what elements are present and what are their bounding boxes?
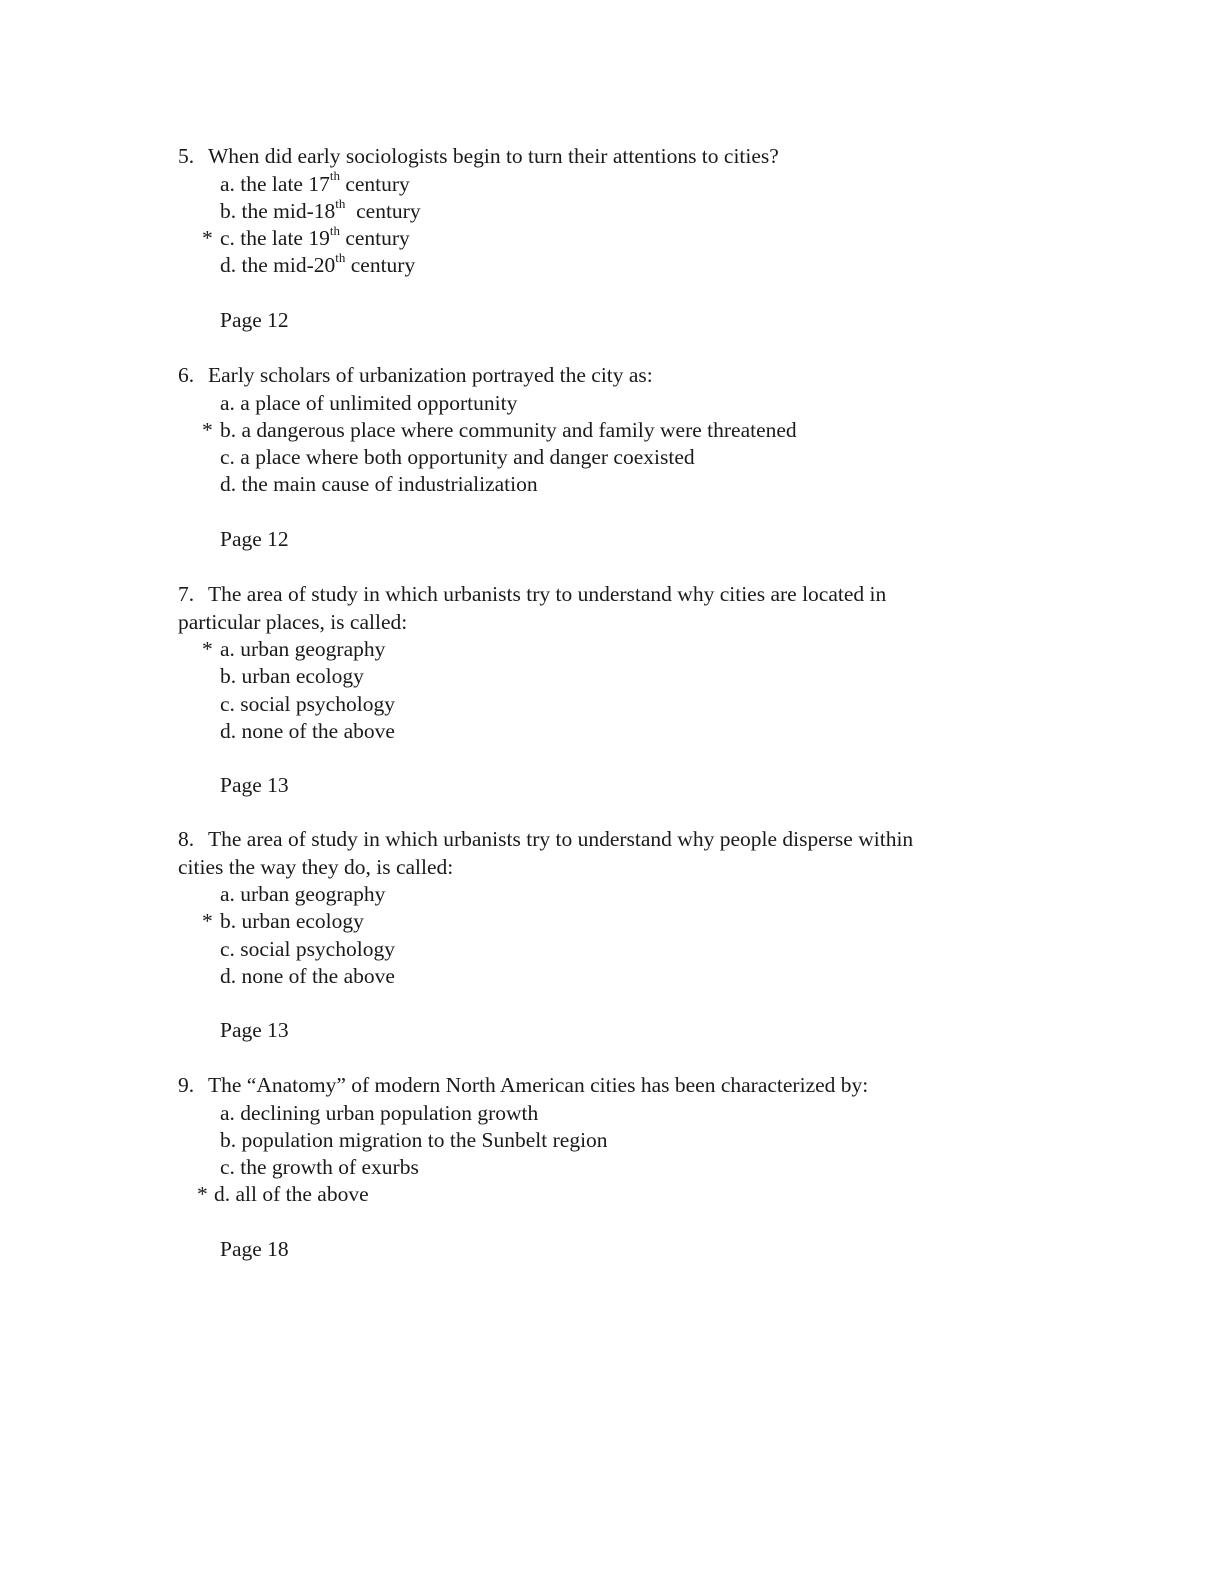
option-text: b. the mid-18 bbox=[220, 198, 336, 223]
option-text-end: century bbox=[345, 198, 421, 223]
answer-option-b bbox=[178, 663, 1018, 690]
answer-option-c bbox=[178, 444, 1018, 471]
correct-answer-marker: * bbox=[202, 226, 213, 251]
question-9 bbox=[178, 1072, 1018, 1263]
option-text: c. the growth of exurbs bbox=[220, 1155, 419, 1180]
question-number: 8. bbox=[178, 827, 195, 851]
answer-option-d bbox=[178, 1181, 1018, 1208]
question-number: 7. bbox=[178, 582, 195, 606]
option-text: d. the mid-20 bbox=[220, 253, 336, 278]
option-text-end: century bbox=[339, 226, 410, 251]
option-text: a. a place of unlimited opportunity bbox=[220, 390, 518, 415]
correct-answer-marker: * bbox=[202, 417, 213, 442]
question-text-line-1: The area of study in which urbanists try to understand why cities are located in bbox=[208, 582, 887, 606]
option-text: b. population migration to the Sunbelt region bbox=[220, 1127, 608, 1152]
option-text: d. the main cause of industrialization bbox=[220, 472, 538, 497]
question-text: Early scholars of urbanization portrayed the city as: bbox=[208, 363, 653, 387]
question-stem bbox=[178, 826, 1018, 854]
option-text: a. declining urban population growth bbox=[220, 1100, 539, 1125]
question-text-line-2: particular places, is called: bbox=[178, 609, 408, 634]
ordinal-suffix: th bbox=[335, 195, 346, 211]
answer-option-c bbox=[178, 691, 1018, 718]
option-text: d. all of the above bbox=[214, 1182, 369, 1207]
question-number: 6. bbox=[178, 363, 195, 387]
page-reference: Page 18 bbox=[220, 1236, 289, 1261]
question-text: The “Anatomy” of modern North American cities has been characterized by: bbox=[208, 1073, 869, 1097]
question-stem-continued bbox=[178, 854, 1018, 882]
answer-option-b bbox=[178, 908, 1018, 935]
page-reference: Page 12 bbox=[220, 307, 289, 332]
option-text: a. urban geography bbox=[220, 882, 386, 906]
option-text: c. social psychology bbox=[220, 691, 395, 716]
answer-option-d bbox=[178, 252, 1018, 279]
option-text: a. the late 17 bbox=[220, 171, 330, 196]
option-text: b. a dangerous place where community and family were threatened bbox=[220, 417, 797, 442]
correct-answer-marker: * bbox=[202, 909, 213, 934]
question-stem bbox=[178, 143, 1018, 171]
correct-answer-marker: * bbox=[197, 1182, 208, 1207]
ordinal-suffix: th bbox=[335, 250, 346, 266]
question-8 bbox=[178, 826, 1018, 1044]
option-text: d. none of the above bbox=[220, 963, 395, 988]
option-text: b. urban ecology bbox=[220, 909, 364, 934]
question-stem-continued bbox=[178, 609, 1018, 637]
option-text: b. urban ecology bbox=[220, 664, 364, 689]
answer-option-b bbox=[178, 195, 1018, 225]
answer-options bbox=[178, 390, 1018, 499]
question-number: 5. bbox=[178, 144, 195, 168]
option-text-end: century bbox=[345, 253, 416, 278]
answer-option-a bbox=[178, 1100, 1018, 1127]
option-text: c. a place where both opportunity and danger coexisted bbox=[220, 445, 695, 470]
ordinal-suffix: th bbox=[329, 168, 340, 184]
question-number: 9. bbox=[178, 1073, 195, 1097]
answer-options bbox=[178, 168, 1018, 280]
question-stem bbox=[178, 1072, 1018, 1100]
question-5 bbox=[178, 143, 1018, 334]
answer-option-c bbox=[178, 1154, 1018, 1181]
answer-option-d bbox=[178, 718, 1018, 745]
page-reference: Page 13 bbox=[220, 1018, 289, 1043]
page-reference: Page 12 bbox=[220, 526, 289, 551]
answer-option-a bbox=[178, 168, 1018, 198]
answer-options bbox=[178, 881, 1018, 990]
answer-option-c bbox=[178, 222, 1018, 252]
answer-option-b bbox=[178, 417, 1018, 444]
answer-options bbox=[178, 1100, 1018, 1209]
ordinal-suffix: th bbox=[329, 222, 340, 238]
question-text-line-2: cities the way they do, is called: bbox=[178, 854, 454, 879]
option-text: c. the late 19 bbox=[220, 226, 330, 251]
answer-option-c bbox=[178, 936, 1018, 963]
answer-option-d bbox=[178, 963, 1018, 990]
question-stem bbox=[178, 581, 1018, 609]
answer-option-a bbox=[178, 636, 1018, 663]
page-reference: Page 13 bbox=[220, 773, 289, 798]
option-text-end: century bbox=[339, 171, 410, 196]
answer-option-d bbox=[178, 471, 1018, 498]
question-stem bbox=[178, 362, 1018, 390]
question-text-line-1: The area of study in which urbanists try to understand why people disperse within bbox=[208, 827, 914, 851]
question-7 bbox=[178, 581, 1018, 799]
question-6 bbox=[178, 362, 1018, 553]
option-text: c. social psychology bbox=[220, 936, 395, 961]
answer-option-a bbox=[178, 881, 1018, 908]
option-text: d. none of the above bbox=[220, 718, 395, 743]
answer-option-b bbox=[178, 1127, 1018, 1154]
option-text: a. urban geography bbox=[220, 637, 386, 661]
answer-options bbox=[178, 636, 1018, 745]
correct-answer-marker: * bbox=[202, 637, 213, 661]
question-text: When did early sociologists begin to turn their attentions to cities? bbox=[208, 144, 779, 168]
answer-option-a bbox=[178, 390, 1018, 417]
